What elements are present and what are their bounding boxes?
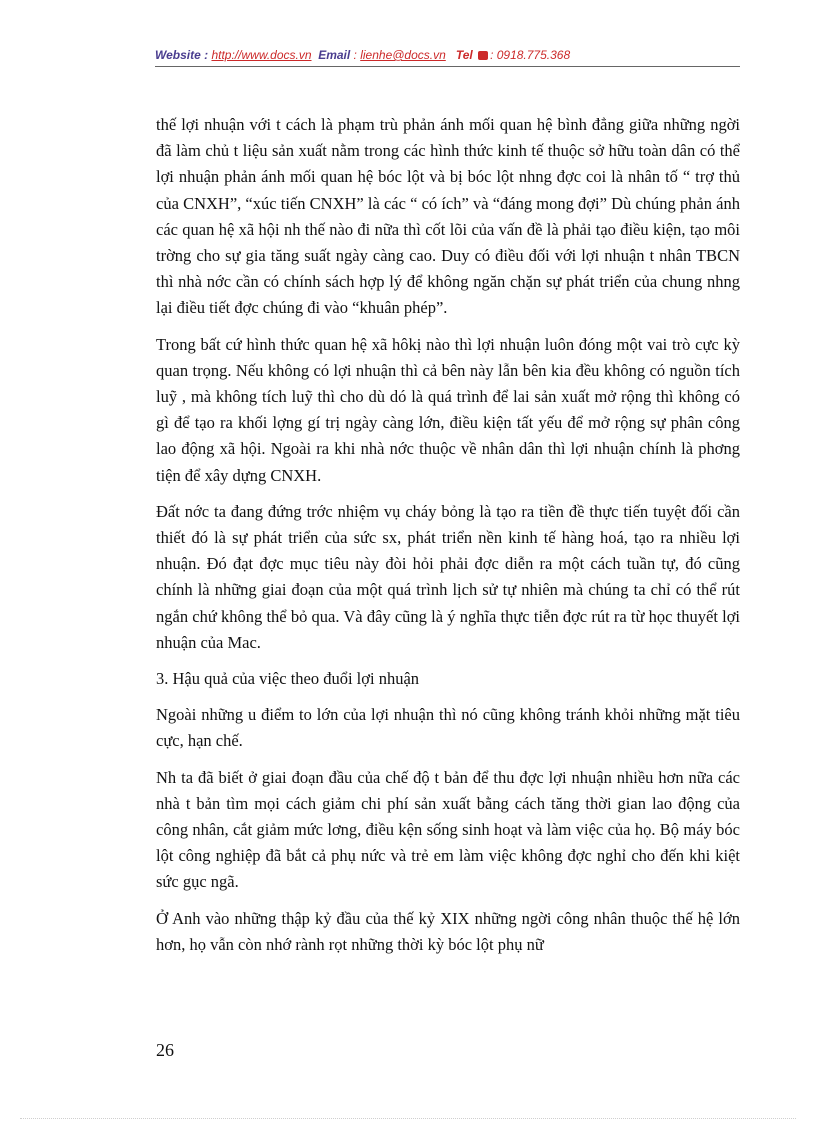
- email-separator: :: [350, 48, 357, 62]
- page-header: [155, 48, 740, 62]
- document-body: [156, 112, 740, 968]
- website-label: Website :: [155, 48, 209, 62]
- paragraph: Ở Anh vào những thập kỷ đầu của thế kỷ XIX những ngời công nhân thuộc thế hệ lớn hơn, họ vẫn còn nhớ rành rọt những thời kỳ bóc lột phụ nữ: [156, 908, 740, 954]
- tel-label: Tel: [455, 48, 473, 62]
- phone-icon: [478, 51, 488, 60]
- email-label: Email: [318, 48, 351, 62]
- phone-number: : 0918.775.368: [490, 48, 571, 62]
- paragraph: Trong bất cứ hình thức quan hệ xã hôkị nào thì lợi nhuận luôn đóng một vai trò cực kỳ quan trọng. Nếu không có lợi nhuận thì cả bên này lẫn bên kia đều không có nguồn tích luỹ , mà không tích luỹ thì cho dù dó là quá trình để lai sản xuất mở rộng thì không có gì để tạo ra khối lợng gí trị ngày càng lớn, điều kiện tất yếu để mở rộng sự phân công lao động xã hội. Ngoài ra khi nhà nớc thuộc về nhân dân thì lợi nhuận chính là phơng tiện để xây dựng CNXH.: [156, 334, 740, 485]
- header-rule: [155, 66, 740, 67]
- paragraph: Nh ta đã biết ở giai đoạn đầu của chế độ t bản để thu đợc lợi nhuận nhiều hơn nữa các nhà t bản tìm mọi cách giảm chi phí sản xuất bằng cách tăng thời gian lao động của công nhân, cắt giảm mức lơng, điều kện sống sinh hoạt và làm việc của họ. Bộ máy bóc lột công nghiệp đã bắt cả phụ nức và trẻ em làm việc không đợc nghỉ cho đến khi kiệt sức gục ngã.: [156, 767, 740, 892]
- email-link[interactable]: lienhe@docs.vn: [360, 48, 446, 62]
- paragraph: Đất nớc ta đang đứng trớc nhiệm vụ cháy bỏng là tạo ra tiền đề thực tiến tuyệt đối cần thiết đó là sự phát triển của sức sx, phát triển nền kinh tế hàng hoá, tạo ra nhiều lợi nhuận. Đó đạt đợc mục tiêu này đòi hỏi phải đợc diễn ra một cách tuần tự, đó cũng chính là những giai đoạn của một quá trình lịch sử tự nhiên mà chúng ta chỉ có thể rút ngắn chứ không thể bỏ qua. Và đây cũng là ý nghĩa thực tiễn đợc rút ra từ học thuyết lợi nhuận của Mac.: [156, 501, 740, 652]
- paragraph: Ngoài những u điểm to lớn của lợi nhuận thì nó cũng không tránh khỏi những mặt tiêu cực, hạn chế.: [156, 705, 740, 751]
- page-number: 26: [156, 1040, 174, 1060]
- paragraph: thế lợi nhuận với t cách là phạm trù phản ánh mối quan hệ bình đẳng giữa những ngời đã làm chủ t liệu sản xuất nằm trong các hình thức kinh tế thuộc sở hữu toàn dân có thể lợi nhuận phản ánh mối quan hệ bóc lột và bị bóc lột nhng đợc coi là nhân tố “ trợ thủ của CNXH”, “xúc tiến CNXH” là các “ có ích” và “đáng mong đợi” Dù chúng phản ánh các quan hệ xã hội nh thế nào đi nữa thì cốt lõi của vấn đề là phải tạo điều kiện, tạo môi trờng cho sự gia tăng suất ngày càng cao. Duy có điều đối với lợi nhuận t nhân TBCN thì nhà nớc cần có chính sách hợp lý để không ngăn chặn sự phát triển của chung nhng lại điều tiết đợc chúng đi vào “khuân phép”.: [156, 115, 740, 318]
- website-link[interactable]: http://www.docs.vn: [211, 48, 312, 62]
- footer-rule: [20, 1118, 796, 1119]
- section-heading: 3. Hậu quả của việc theo đuổi lợi nhuận: [156, 669, 420, 689]
